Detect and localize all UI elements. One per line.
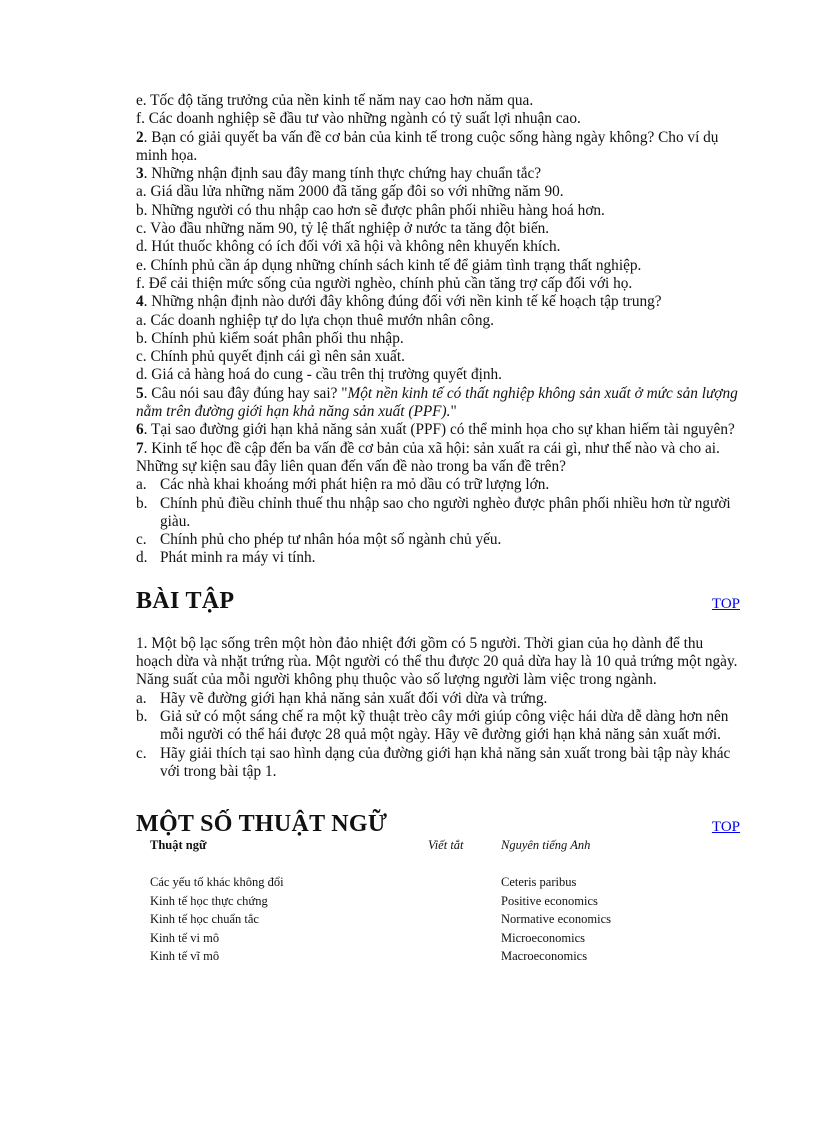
- question-4-text: . Những nhận định nào dưới đây không đúng đối với nền kinh tế kế hoạch tập trung?: [143, 293, 662, 311]
- document-page: [136, 92, 740, 968]
- exercise-1-intro: 1. Một bộ lạc sống trên một hòn đảo nhiệt đới gồm có 5 người. Thời gian của họ dành để thu hoạch dừa và nhặt trứng rùa. Một người có thể thu được 20 quả dừa hay là 10 quả trứng một ngày. Năng suất của mỗi người không phụ thuộc vào số lượng người làm việc trong ngành.: [136, 634, 738, 689]
- q7-item-c-mark: c.: [136, 531, 147, 549]
- table-row: [150, 949, 701, 968]
- exercise-item-b-text: Giả sử có một sáng chế ra một kỹ thuật trèo cây mới giúp công việc hái dừa dễ dàng hơn nên mỗi người có thể hái được 28 quả một ngày. Hãy vẽ đường giới hạn khả năng sản xuất mới.: [160, 707, 729, 744]
- question-5-number: 5: [136, 384, 144, 402]
- q3-item-d: d. Hút thuốc không có ích đối với xã hội và không nên khuyến khích.: [136, 238, 561, 256]
- q4-item-b: b. Chính phủ kiểm soát phân phối thu nhập.: [136, 329, 404, 347]
- question-4: [136, 293, 740, 311]
- q7-item-b-mark: b.: [136, 494, 148, 512]
- col-term-header: Thuật ngữ: [150, 838, 207, 853]
- terms-table-spacer: [150, 857, 701, 876]
- q3-item-a: a. Giá dầu lửa những năm 2000 đã tăng gấp đôi so với những năm 90.: [136, 183, 564, 201]
- question-3-number: 3: [136, 165, 144, 183]
- exercise-item-a-text: Hãy vẽ đường giới hạn khả năng sản xuất đối với dừa và trứng.: [160, 689, 548, 707]
- question-5-quote: Một nền kinh tế có thất nghiệp không sản xuất ở mức sản lượng nằm trên đường giới hạn khả năng sản xuất (PPF).: [136, 384, 738, 421]
- question-3: [136, 165, 740, 183]
- english-cell: Ceteris paribus: [501, 875, 577, 890]
- question-5-end: ": [450, 403, 457, 421]
- question-2: [136, 129, 740, 166]
- abbr-cell: [428, 875, 501, 894]
- q7-item-c-text: Chính phủ cho phép tư nhân hóa một số ngành chủ yếu.: [160, 531, 502, 549]
- term-cell: Kinh tế học chuẩn tắc: [150, 912, 259, 927]
- english-cell: Macroeconomics: [501, 949, 588, 964]
- table-row: [150, 875, 701, 894]
- exercise-item-c: [136, 745, 740, 782]
- abbr-cell: [428, 894, 501, 913]
- q7-item-d-mark: d.: [136, 549, 148, 567]
- question-7: [136, 440, 740, 477]
- exercise-item-c-text: Hãy giải thích tại sao hình dạng của đường giới hạn khả năng sản xuất trong bài tập này khác với trong bài tập 1.: [160, 744, 731, 780]
- bai-tap-top-link[interactable]: TOP: [711, 595, 740, 612]
- question-3-text: . Những nhận định sau đây mang tính thực chứng hay chuẩn tắc?: [143, 165, 542, 183]
- q3-item-f: f. Để cải thiện mức sống của người nghèo, chính phủ cần tăng trợ cấp đối với họ.: [136, 274, 633, 292]
- q3-item-e: e. Chính phủ cần áp dụng những chính sách kinh tế để giảm tình trạng thất nghiệp.: [136, 256, 642, 274]
- english-cell: Positive economics: [501, 893, 598, 908]
- abbr-cell: [428, 931, 501, 950]
- table-row: [150, 931, 701, 950]
- exercise-item-c-mark: c.: [136, 744, 147, 762]
- terms-table-header: [150, 838, 701, 857]
- question-5: [136, 385, 740, 422]
- question-6-number: 6: [136, 421, 144, 439]
- q7-item-d-text: Phát minh ra máy vi tính.: [160, 549, 316, 567]
- bai-tap-heading: BÀI TẬP: [136, 587, 235, 614]
- question-6-text: . Tại sao đường giới hạn khả năng sản xuất (PPF) có thể minh họa cho sự khan hiếm tài nguyên?: [143, 421, 735, 439]
- col-abbr-header: Viết tắt: [428, 838, 464, 853]
- question-2-text: . Bạn có giải quyết ba vấn đề cơ bản của kinh tế trong cuộc sống hàng ngày không? Cho ví dụ minh họa.: [136, 128, 719, 164]
- term-cell: Các yếu tố khác không đổi: [150, 875, 284, 890]
- english-cell: Normative economics: [501, 912, 612, 927]
- bai-tap-header: [136, 588, 740, 615]
- thuat-ngu-heading: MỘT SỐ THUẬT NGỮ: [136, 811, 388, 838]
- q7-item-c: [136, 531, 740, 549]
- question-4-number: 4: [136, 293, 144, 311]
- question-6: [136, 421, 740, 439]
- thuat-ngu-top-link[interactable]: TOP: [711, 819, 740, 836]
- exercise-item-b: [136, 708, 740, 745]
- exercise-item-a: [136, 690, 740, 708]
- q3-item-b: b. Những người có thu nhập cao hơn sẽ được phân phối nhiều hàng hoá hơn.: [136, 201, 605, 219]
- term-cell: Kinh tế vi mô: [150, 930, 220, 945]
- q1-item-e: e. Tốc độ tăng trưởng của nền kinh tế năm nay cao hơn năm qua.: [136, 92, 534, 109]
- q4-item-d: d. Giá cả hàng hoá do cung - cầu trên thị trường quyết định.: [136, 366, 502, 384]
- question-2-number: 2: [136, 128, 144, 146]
- q4-item-c: c. Chính phủ quyết định cái gì nên sản xuất.: [136, 348, 405, 366]
- question-5-text: . Câu nói sau đây đúng hay sai? ": [143, 384, 348, 402]
- q1-item-f: f. Các doanh nghiệp sẽ đầu tư vào những ngành có tỷ suất lợi nhuận cao.: [136, 110, 581, 128]
- table-row: [150, 894, 701, 913]
- exercise-item-b-mark: b.: [136, 707, 148, 725]
- q7-item-a-text: Các nhà khai khoáng mới phát hiện ra mỏ dầu có trữ lượng lớn.: [160, 476, 550, 494]
- q7-item-b-text: Chính phủ điều chỉnh thuế thu nhập sao cho người nghèo được phân phối nhiều hơn từ người giàu.: [160, 494, 731, 530]
- question-7-number: 7: [136, 439, 144, 457]
- q4-item-a: a. Các doanh nghiệp tự do lựa chọn thuê mướn nhân công.: [136, 311, 494, 329]
- question-7-text: . Kinh tế học đề cập đến ba vấn đề cơ bản của xã hội: sản xuất ra cái gì, như thế nào và cho ai. Những sự kiện sau đây liên quan đến vấn đề nào trong ba vấn đề trên?: [136, 439, 720, 475]
- q7-item-b: [136, 495, 740, 532]
- q7-item-d: [136, 549, 740, 567]
- abbr-cell: [428, 912, 501, 931]
- table-row: [150, 912, 701, 931]
- q3-item-c: c. Vào đầu những năm 90, tỷ lệ thất nghiệp ở nước ta tăng đột biến.: [136, 220, 550, 238]
- abbr-cell: [428, 949, 501, 968]
- english-cell: Microeconomics: [501, 930, 586, 945]
- term-cell: Kinh tế học thực chứng: [150, 893, 268, 908]
- term-cell: Kinh tế vĩ mô: [150, 949, 220, 964]
- q7-item-a-mark: a.: [136, 476, 147, 494]
- col-english-header: Nguyên tiếng Anh: [501, 838, 591, 853]
- terms-table: [150, 838, 701, 968]
- thuat-ngu-header: [136, 811, 740, 838]
- exercise-item-a-mark: a.: [136, 689, 147, 707]
- q7-item-a: [136, 476, 740, 494]
